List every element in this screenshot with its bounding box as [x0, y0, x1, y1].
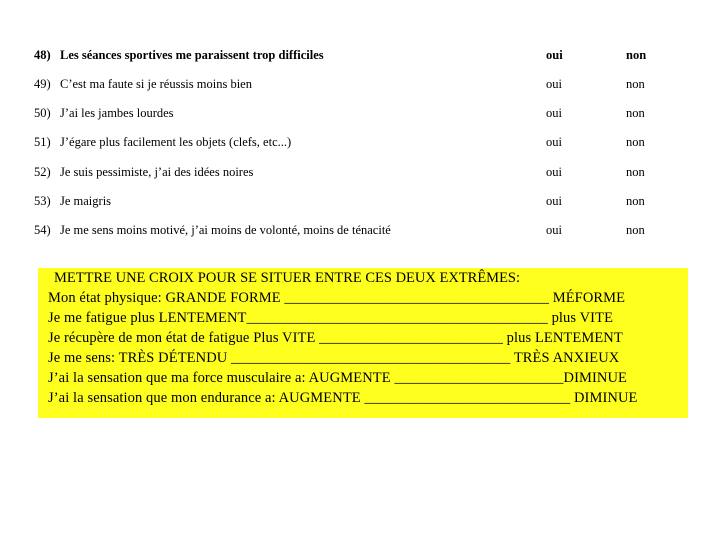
question-number: 52) — [34, 165, 51, 179]
question-text: Je suis pessimiste, j’ai des idées noires — [60, 165, 254, 179]
question-text: Les séances sportives me paraissent trop difficiles — [60, 48, 324, 62]
question-text: C’est ma faute si je réussis moins bien — [60, 77, 252, 91]
scale-line-recuperation[interactable]: Je récupère de mon état de fatigue Plus VITE _________________________ plus LENTEMENT — [48, 330, 623, 346]
scale-line-force[interactable]: J’ai la sensation que ma force musculaire a: AUGMENTE _______________________DIMINUE — [48, 370, 628, 386]
answer-non[interactable]: non — [626, 223, 645, 237]
answer-oui[interactable]: oui — [546, 223, 562, 237]
answer-non[interactable]: non — [626, 135, 645, 149]
scale-line-detente[interactable]: Je me sens: TRÈS DÉTENDU ______________________________________ TRÈS ANXIEUX — [48, 350, 620, 366]
scale-line-etat-physique[interactable]: Mon état physique: GRANDE FORME ____________________________________ MÉFORME — [48, 290, 626, 306]
question-row-54 — [0, 220, 720, 240]
answer-oui[interactable]: oui — [546, 48, 563, 62]
question-row-50 — [0, 103, 720, 123]
question-number: 51) — [34, 135, 51, 149]
answer-non[interactable]: non — [626, 106, 645, 120]
answer-oui[interactable]: oui — [546, 106, 562, 120]
question-text: J’égare plus facilement les objets (clefs, etc...) — [60, 135, 292, 149]
scale-line-fatigue[interactable]: Je me fatigue plus LENTEMENT_________________________________________ plus VITE — [48, 310, 614, 326]
question-row-53 — [0, 191, 720, 211]
question-text: J’ai les jambes lourdes — [60, 106, 174, 120]
question-number: 49) — [34, 77, 51, 91]
question-number: 54) — [34, 223, 51, 237]
answer-non[interactable]: non — [626, 77, 645, 91]
answer-non[interactable]: non — [626, 48, 647, 62]
question-row-49 — [0, 74, 720, 94]
answer-oui[interactable]: oui — [546, 194, 562, 208]
scale-instruction: METTRE UNE CROIX POUR SE SITUER ENTRE CES DEUX EXTRÊMES: — [54, 270, 521, 286]
question-row-51 — [0, 132, 720, 152]
question-row-52 — [0, 162, 720, 182]
answer-oui[interactable]: oui — [546, 165, 562, 179]
answer-non[interactable]: non — [626, 194, 645, 208]
question-text: Je maigris — [60, 194, 112, 208]
scale-line-endurance[interactable]: J’ai la sensation que mon endurance a: AUGMENTE ____________________________ DIMINUE — [48, 390, 638, 406]
question-number: 48) — [34, 48, 51, 62]
question-row-48 — [0, 45, 720, 65]
question-text: Je me sens moins motivé, j’ai moins de volonté, moins de ténacité — [60, 223, 391, 237]
answer-non[interactable]: non — [626, 165, 645, 179]
answer-oui[interactable]: oui — [546, 77, 562, 91]
question-number: 50) — [34, 106, 51, 120]
question-number: 53) — [34, 194, 51, 208]
answer-oui[interactable]: oui — [546, 135, 562, 149]
self-assessment-scale-box — [38, 268, 688, 418]
